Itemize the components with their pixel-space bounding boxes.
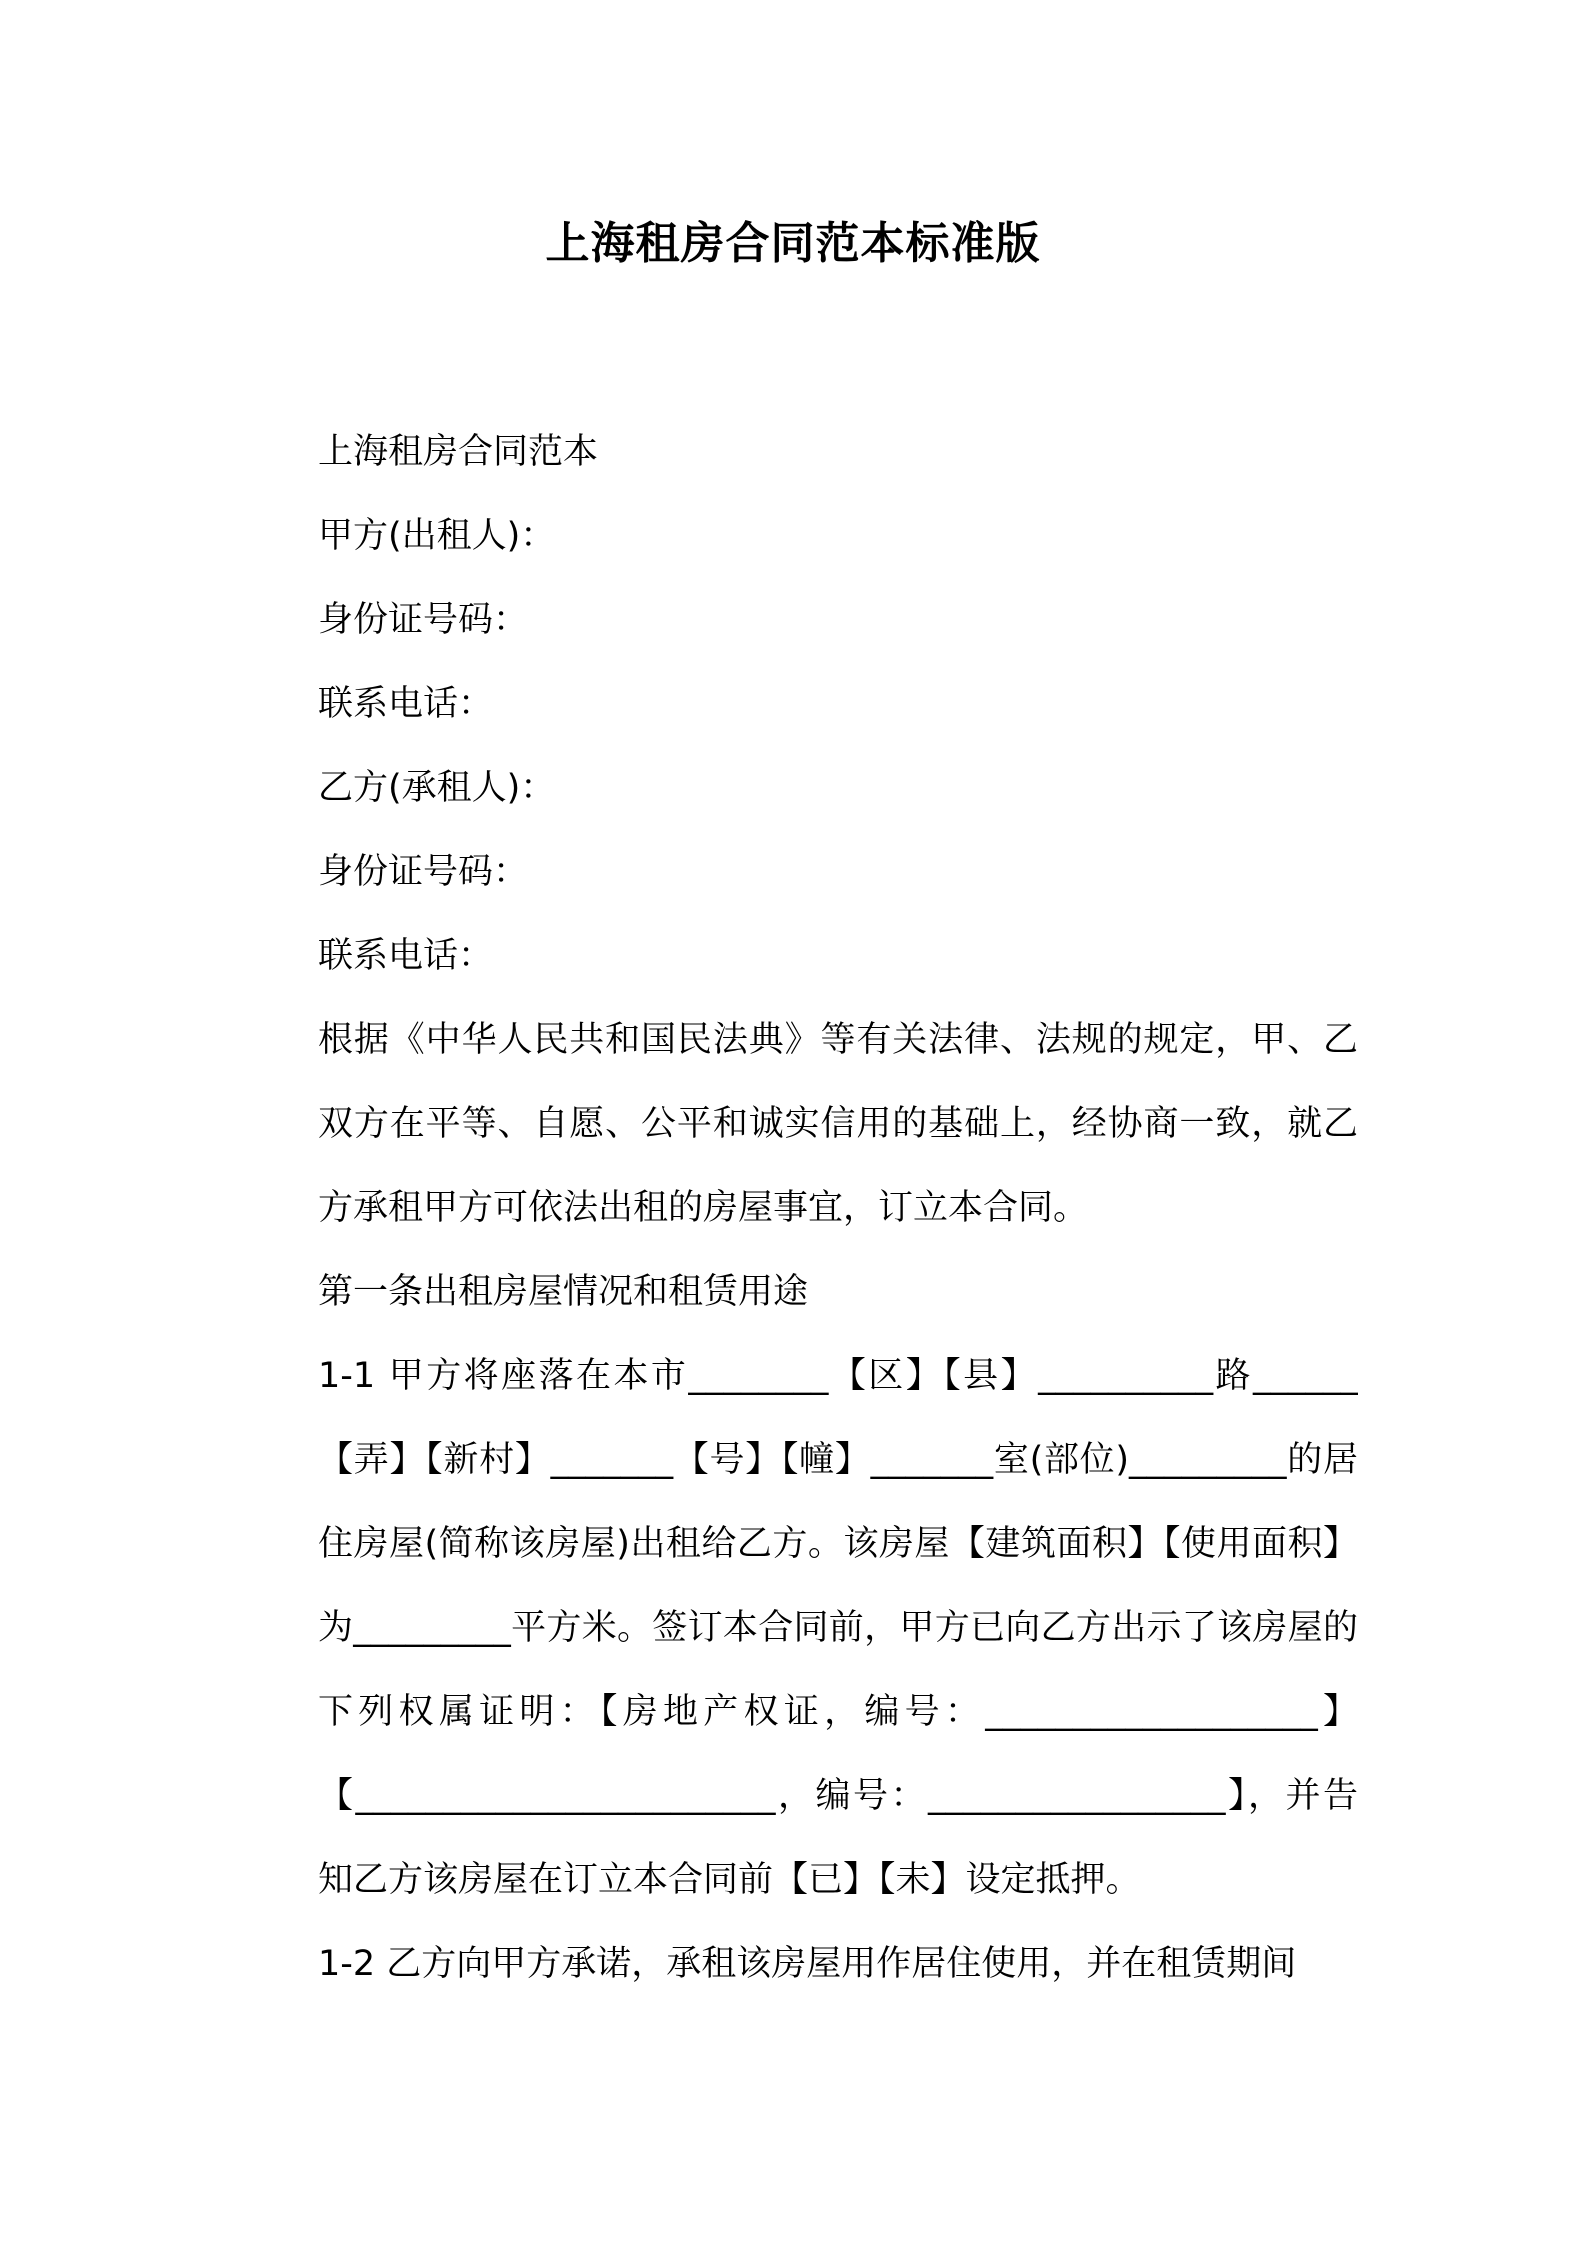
document-body [242, 410, 1358, 2006]
section-heading: 第一条出租房屋情况和租赁用途 [318, 1272, 809, 1312]
paragraph: 1-1 甲方将座落在本市________【区】【县】__________路______【弄】【新村】_______【号】【幢】_______室(部位)_________的居住房屋(简称该房屋)出租给乙方。该房屋【建筑面积】【使用面积】为_________平方米。签订本合同前，甲方已向乙方出示了该房屋的下列权属证明：【房地产权证，编号：___________________】【________________________，编号：_________________】，并告知乙方该房屋在订立本合同前【已】【未】设定抵押。 [318, 1356, 1358, 1900]
paragraph: 根据《中华人民共和国民法典》等有关法律、法规的规定，甲、乙双方在平等、自愿、公平和诚实信用的基础上，经协商一致，就乙方承租甲方可依法出租的房屋事宜，订立本合同。 [318, 1020, 1358, 1228]
paragraph: 甲方(出租人)： [318, 516, 556, 556]
paragraph: 身份证号码： [318, 852, 529, 892]
paragraph: 身份证号码： [318, 600, 529, 640]
paragraph: 上海租房合同范本 [318, 432, 599, 472]
paragraph: 联系电话： [318, 684, 494, 724]
paragraph: 乙方(承租人)： [318, 768, 556, 808]
paragraph: 联系电话： [318, 936, 494, 976]
document-title: 上海租房合同范本标准版 [545, 218, 1041, 269]
paragraph: 1-2 乙方向甲方承诺，承租该房屋用作居住使用，并在租赁期间 [318, 1944, 1297, 1984]
